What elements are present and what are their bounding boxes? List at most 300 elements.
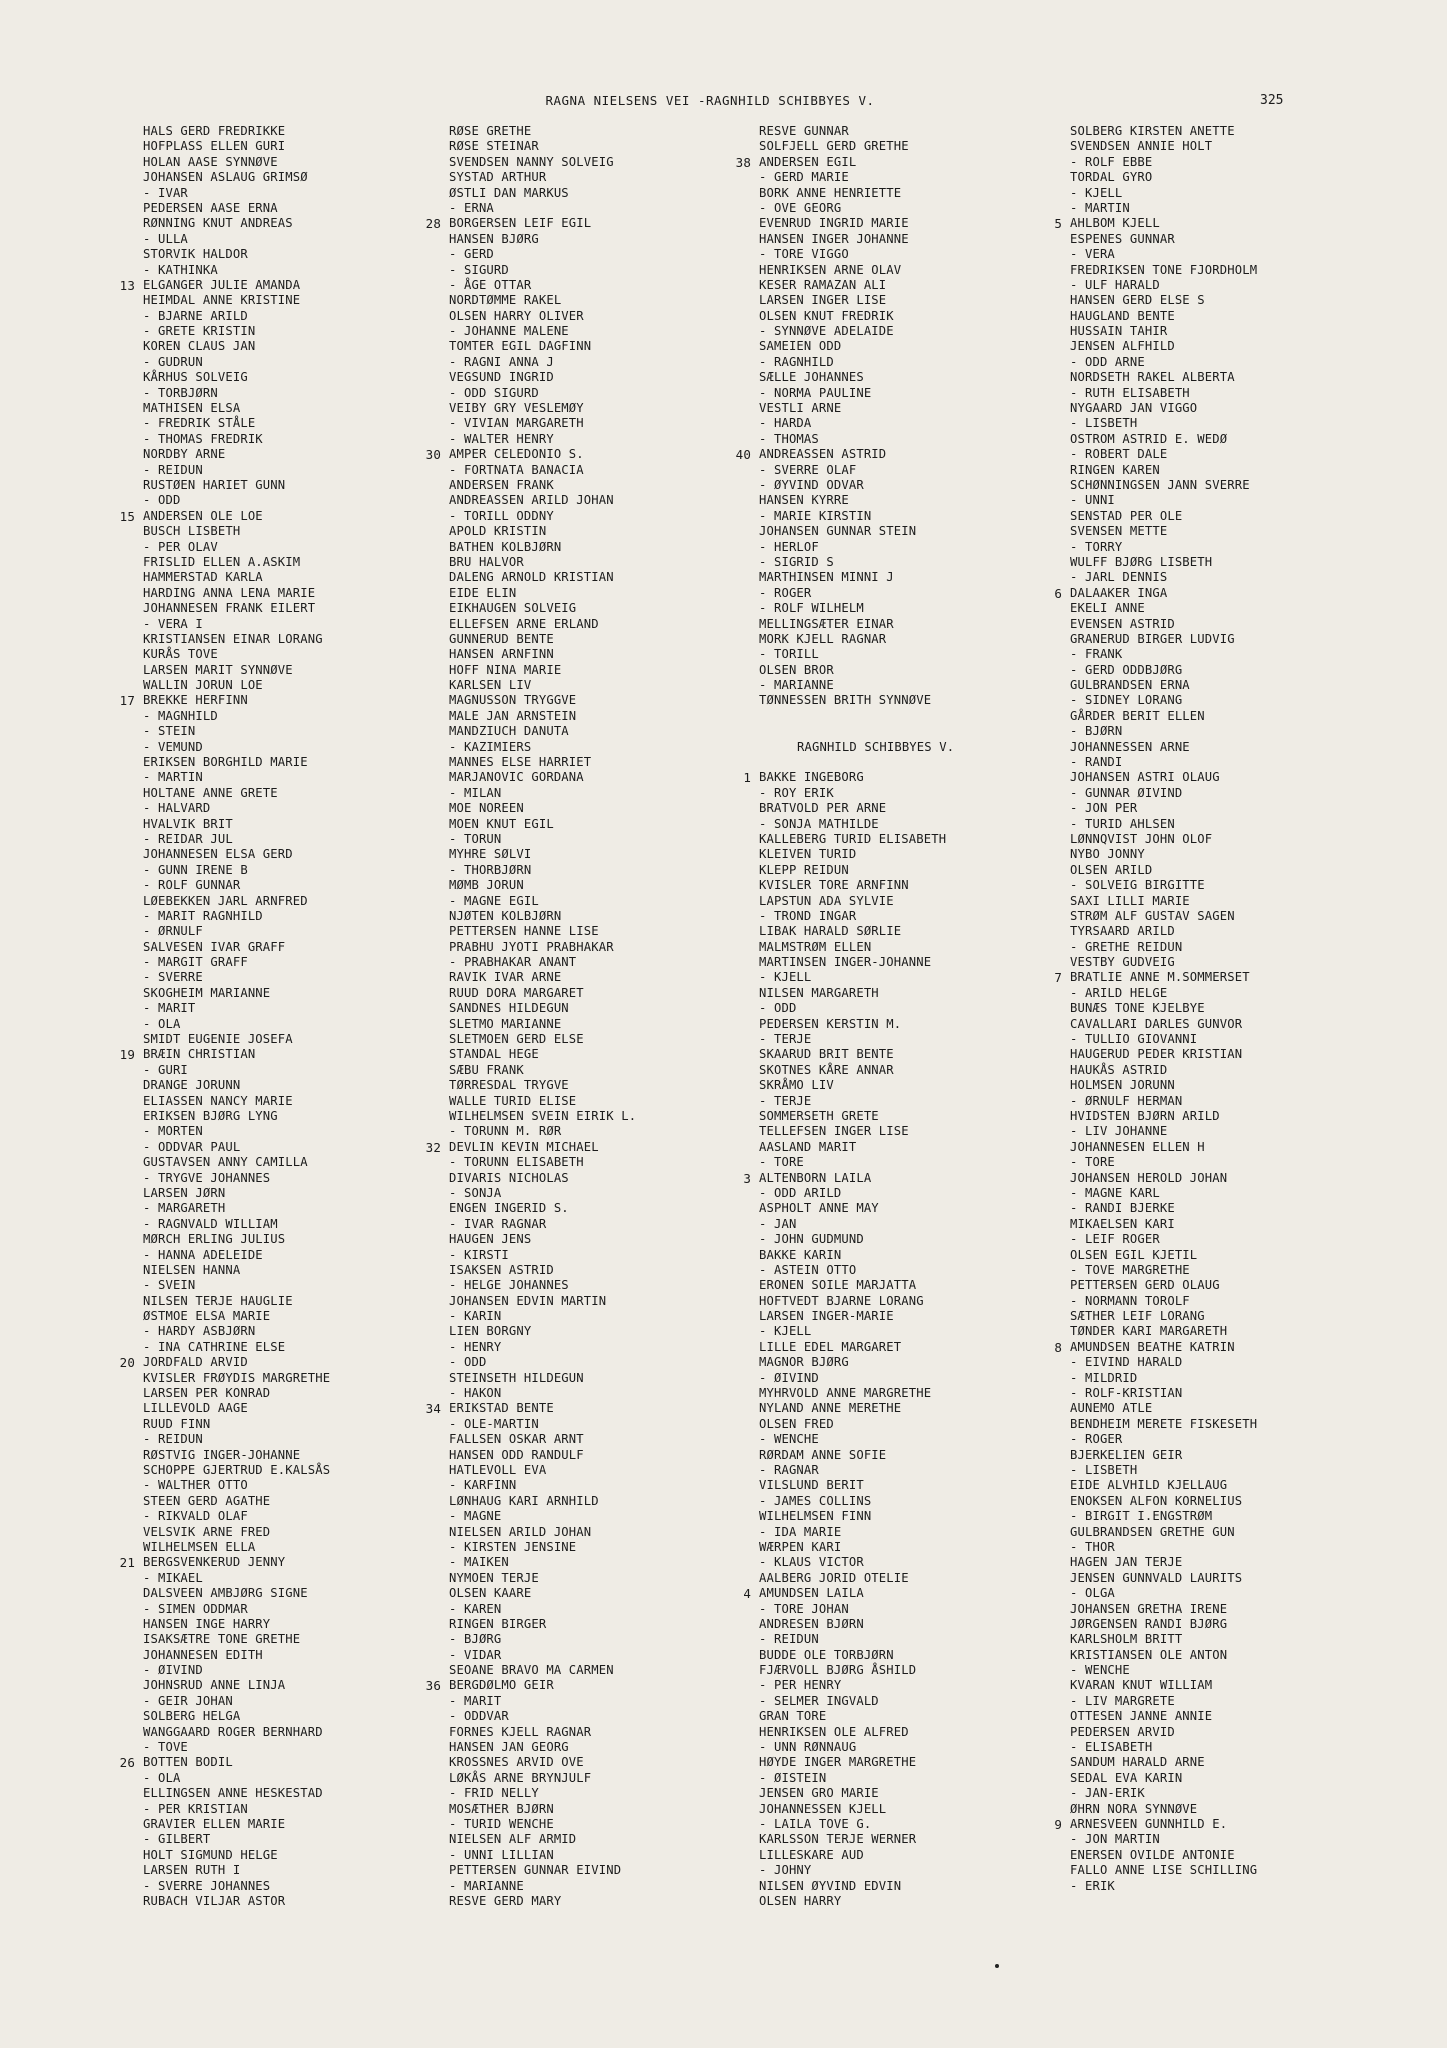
resident-name: RESVE GERD MARY [449, 1893, 562, 1908]
resident-name: JOHANNESEN ELLEN H [1070, 1139, 1205, 1154]
resident-name: HATLEVOLL EVA [449, 1462, 547, 1477]
directory-entry [759, 1879, 1079, 1894]
directory-entry [449, 1555, 769, 1570]
directory-entry [1070, 1586, 1390, 1601]
directory-entry [449, 478, 769, 493]
directory-entry [449, 370, 769, 385]
resident-name: OSTROM ASTRID E. WEDØ [1070, 431, 1228, 446]
directory-entry [759, 1294, 1079, 1309]
resident-name: LILLE EDEL MARGARET [759, 1339, 902, 1354]
house-number: 9 [1054, 1816, 1062, 1832]
directory-entry [449, 586, 769, 601]
resident-name: DIVARIS NICHOLAS [449, 1170, 569, 1185]
resident-name: - RAGNI ANNA J [449, 354, 554, 369]
resident-name: - MARTIN [1070, 200, 1130, 215]
resident-name: KARLSEN LIV [449, 678, 532, 693]
directory-entry [759, 1263, 1079, 1278]
directory-entry [449, 1478, 769, 1493]
directory-entry [449, 339, 769, 354]
resident-name: SVENSEN METTE [1070, 524, 1168, 539]
resident-name: - ODD ARNE [1070, 354, 1145, 369]
page-title: RAGNA NIELSENS VEI -RAGNHILD SCHIBBYES V. [545, 93, 875, 108]
directory-entry [1070, 1694, 1390, 1709]
resident-name: - ROLF GUNNAR [143, 878, 241, 893]
directory-entry [1070, 1294, 1390, 1309]
resident-name: ERIKSEN BORGHILD MARIE [143, 755, 308, 770]
resident-name: - KARFINN [449, 1478, 517, 1493]
resident-name: - LISBETH [1070, 1462, 1138, 1477]
directory-entry [449, 1109, 769, 1124]
directory-entry [449, 1509, 769, 1524]
resident-name: SÆTHER LEIF LORANG [1070, 1309, 1205, 1324]
resident-name: TYRSAARD ARILD [1070, 924, 1175, 939]
resident-name: - JON PER [1070, 801, 1138, 816]
directory-entry [449, 1448, 769, 1463]
resident-name: SKRÅMO LIV [759, 1078, 834, 1093]
resident-name: - LISBETH [1070, 416, 1138, 431]
directory-entry [449, 1894, 769, 1909]
directory-entry [449, 401, 769, 416]
directory-entry [1070, 740, 1390, 755]
resident-name: - SVERRE JOHANNES [143, 1878, 271, 1893]
directory-entry [449, 1340, 769, 1355]
resident-name: - JAN-ERIK [1070, 1786, 1145, 1801]
directory-entry [143, 370, 463, 385]
resident-name: FREDRIKSEN TONE FJORDHOLM [1070, 262, 1258, 277]
resident-name: - TURID WENCHE [449, 1816, 554, 1831]
resident-name: - THOMAS [759, 431, 819, 446]
resident-name: KLEIVEN TURID [759, 847, 857, 862]
house-number: 4 [743, 1586, 751, 1602]
directory-entry [449, 601, 769, 616]
resident-name: HAUGERUD PEDER KRISTIAN [1070, 1047, 1243, 1062]
directory-entry [143, 293, 463, 308]
resident-name: EVENSEN ASTRID [1070, 616, 1175, 631]
directory-entry [1070, 1648, 1390, 1663]
directory-entry [1070, 1217, 1390, 1232]
resident-name: - FORTNATA BANACIA [449, 462, 584, 477]
directory-entry [759, 1648, 1079, 1663]
directory-entry [425, 1678, 769, 1694]
resident-name: HANSEN GERD ELSE S [1070, 293, 1205, 308]
resident-name: RUSTØEN HARIET GUNN [143, 477, 286, 492]
directory-entry [449, 1463, 769, 1478]
resident-name: VESTLI ARNE [759, 401, 842, 416]
resident-name: - BJARNE ARILD [143, 308, 248, 323]
directory-entry [759, 801, 1079, 816]
resident-name: EVENRUD INGRID MARIE [759, 216, 909, 231]
resident-name: - ULF HARALD [1070, 277, 1160, 292]
directory-entry [759, 755, 1079, 770]
directory-entry [1070, 1771, 1390, 1786]
resident-name: LARSEN INGER LISE [759, 293, 887, 308]
directory-entry [449, 1094, 769, 1109]
directory-entry [1070, 386, 1390, 401]
directory-entry [143, 1863, 463, 1878]
house-number: 30 [425, 447, 441, 463]
directory-entry [449, 1848, 769, 1863]
directory-entry [1070, 124, 1390, 139]
directory-entry [1070, 1755, 1390, 1770]
directory-entry [449, 1863, 769, 1878]
resident-name: - WENCHE [1070, 1663, 1130, 1678]
resident-name: OTTESEN JANNE ANNIE [1070, 1709, 1213, 1724]
resident-name: - LIV MARGRETE [1070, 1693, 1175, 1708]
directory-entry [1070, 1063, 1390, 1078]
directory-entry [1070, 278, 1390, 293]
directory-entry [143, 1709, 463, 1724]
directory-entry [449, 278, 769, 293]
resident-name: - MARIANNE [449, 1878, 524, 1893]
directory-entry [735, 154, 1079, 170]
directory-entry [143, 1802, 463, 1817]
directory-entry [759, 1755, 1079, 1770]
resident-name: JOHANNESSEN ARNE [1070, 739, 1190, 754]
directory-entry [1070, 1725, 1390, 1740]
resident-name: HANSEN BJØRG [449, 231, 539, 246]
resident-name: - NORMA PAULINE [759, 385, 872, 400]
resident-name: MALE JAN ARNSTEIN [449, 708, 577, 723]
directory-entry [143, 955, 463, 970]
resident-name: ERONEN SOILE MARJATTA [759, 1278, 917, 1293]
resident-name: SÆBU FRANK [449, 1062, 524, 1077]
resident-name: - MARGIT GRAFF [143, 955, 248, 970]
resident-name: - ØRNULF HERMAN [1070, 1093, 1183, 1108]
resident-name: - PER OLAV [143, 539, 218, 554]
resident-name: SEOANE BRAVO MA CARMEN [449, 1663, 614, 1678]
directory-entry [759, 1894, 1079, 1909]
resident-name: KLEPP REIDUN [759, 862, 849, 877]
directory-entry [449, 755, 769, 770]
directory-entry [449, 509, 769, 524]
resident-name: - RIKVALD OLAF [143, 1509, 248, 1524]
directory-entry [1054, 585, 1390, 601]
resident-name: BAKKE INGEBORG [759, 770, 864, 785]
resident-name: - VIVIAN MARGARETH [449, 416, 584, 431]
resident-name: - TORUNN M. RØR [449, 1124, 562, 1139]
directory-entry [759, 1617, 1079, 1632]
resident-name: OLSEN EGIL KJETIL [1070, 1247, 1198, 1262]
directory-entry [143, 1232, 463, 1247]
resident-name: ANDERSEN FRANK [449, 477, 554, 492]
directory-entry [1070, 509, 1390, 524]
directory-entry [1070, 663, 1390, 678]
resident-name: LILLESKARE AUD [759, 1847, 864, 1862]
resident-name: - SYNNØVE ADELAIDE [759, 324, 894, 339]
resident-name: HOFPLASS ELLEN GURI [143, 139, 286, 154]
resident-name: - OVE GEORG [759, 200, 842, 215]
resident-name: - ARILD HELGE [1070, 985, 1168, 1000]
directory-entry [449, 1217, 769, 1232]
directory-entry [449, 1248, 769, 1263]
resident-name: - SONJA [449, 1185, 502, 1200]
resident-name: - GEIR JOHAN [143, 1693, 233, 1708]
directory-entry [449, 1355, 769, 1370]
resident-name: BRU HALVOR [449, 554, 524, 569]
directory-entry [449, 1755, 769, 1770]
resident-name: HENRIKSEN OLE ALFRED [759, 1724, 909, 1739]
resident-name: RINGEN BIRGER [449, 1616, 547, 1631]
resident-name: SOMMERSETH GRETE [759, 1109, 879, 1123]
directory-entry [759, 1001, 1079, 1016]
directory-entry [119, 1755, 463, 1771]
directory-entry [449, 1725, 769, 1740]
resident-name: - MARIANNE [759, 678, 834, 693]
resident-name: HOFF NINA MARIE [449, 662, 562, 677]
directory-entry [143, 1771, 463, 1786]
directory-entry [449, 324, 769, 339]
column-1 [119, 124, 463, 1909]
resident-name: VEIBY GRY VESLEMØY [449, 401, 584, 416]
resident-name: BRATVOLD PER ARNE [759, 801, 887, 816]
directory-entry [1070, 186, 1390, 201]
resident-name: HOLT SIGMUND HELGE [143, 1847, 278, 1862]
directory-entry [449, 786, 769, 801]
directory-entry [143, 1832, 463, 1847]
house-number: 5 [1054, 216, 1062, 232]
resident-name: - ØYVIND ODVAR [759, 477, 864, 492]
resident-name: WALLE TURID ELISE [449, 1093, 577, 1108]
house-number: 20 [119, 1355, 135, 1371]
resident-name: - TROND INGAR [759, 908, 857, 923]
resident-name: JOHANSEN EDVIN MARTIN [449, 1293, 607, 1308]
directory-entry [1070, 1571, 1390, 1586]
directory-entry [449, 1201, 769, 1216]
resident-name: - TOVE [143, 1740, 188, 1755]
directory-entry [759, 524, 1079, 539]
resident-name: - RAGNAR [759, 1462, 819, 1477]
directory-entry [143, 601, 463, 616]
directory-entry [759, 1494, 1079, 1509]
resident-name: - GUNNAR ØIVIND [1070, 785, 1183, 800]
directory-entry [449, 878, 769, 893]
directory-entry [143, 1894, 463, 1909]
resident-name: DALENG ARNOLD KRISTIAN [449, 570, 614, 585]
resident-name: - PER KRISTIAN [143, 1801, 248, 1816]
directory-entry [143, 586, 463, 601]
resident-name: - ERNA [449, 200, 494, 215]
directory-entry [143, 724, 463, 739]
resident-name: MAGNOR BJØRG [759, 1355, 849, 1370]
directory-entry [143, 632, 463, 647]
directory-entry [449, 247, 769, 262]
resident-name: LILLEVOLD AAGE [143, 1401, 248, 1416]
resident-name: NJØTEN KOLBJØRN [449, 908, 562, 923]
directory-entry [449, 1648, 769, 1663]
directory-entry [119, 1555, 463, 1571]
directory-entry [449, 1324, 769, 1339]
resident-name: ALTENBORN LAILA [759, 1170, 872, 1185]
directory-entry [143, 555, 463, 570]
directory-entry [1070, 832, 1390, 847]
resident-name: - GRETHE REIDUN [1070, 939, 1183, 954]
directory-entry [759, 416, 1079, 431]
directory-entry [1070, 478, 1390, 493]
directory-entry [759, 1525, 1079, 1540]
directory-entry [449, 1832, 769, 1847]
resident-name: BATHEN KOLBJØRN [449, 539, 562, 554]
directory-entry [143, 1201, 463, 1216]
directory-entry [1054, 216, 1390, 232]
resident-name: HANSEN ODD RANDULF [449, 1447, 584, 1462]
directory-entry [1070, 1078, 1390, 1093]
directory-entry [759, 124, 1079, 139]
resident-name: AUNEMO ATLE [1070, 1401, 1153, 1416]
directory-entry [1070, 1171, 1390, 1186]
directory-entry [759, 1678, 1079, 1693]
resident-name: SKOTNES KÅRE ANNAR [759, 1062, 894, 1077]
resident-name: - NORMANN TOROLF [1070, 1293, 1190, 1308]
directory-entry [143, 1124, 463, 1139]
resident-name: GRAN TORE [759, 1709, 827, 1724]
directory-entry [143, 1725, 463, 1740]
resident-name: - STEIN [143, 724, 196, 739]
directory-entry [759, 909, 1079, 924]
resident-name: ELGANGER JULIE AMANDA [143, 277, 301, 292]
directory-entry [1070, 1555, 1390, 1570]
resident-name: SAMEIEN ODD [759, 339, 842, 354]
resident-name: NYLAND ANNE MERETHE [759, 1401, 902, 1416]
resident-name: ENGEN INGERID S. [449, 1201, 569, 1216]
resident-name: - THOMAS FREDRIK [143, 431, 263, 446]
directory-entry [1070, 1355, 1390, 1370]
resident-name: - OLA [143, 1016, 181, 1031]
resident-name: - RUTH ELISABETH [1070, 385, 1190, 400]
resident-name: - TRYGVE JOHANNES [143, 1170, 271, 1185]
resident-name: ASPHOLT ANNE MAY [759, 1201, 879, 1216]
directory-entry [1070, 1832, 1390, 1847]
resident-name: FJÆRVOLL BJØRG ÅSHILD [759, 1663, 917, 1678]
directory-entry [759, 1848, 1079, 1863]
directory-entry [143, 970, 463, 985]
directory-entry [1070, 1740, 1390, 1755]
directory-entry [1070, 1494, 1390, 1509]
directory-entry [449, 1371, 769, 1386]
resident-name: SVENDSEN ANNIE HOLT [1070, 139, 1213, 154]
directory-entry [1054, 1816, 1390, 1832]
directory-entry [143, 1324, 463, 1339]
resident-name: - ODD SIGURD [449, 385, 539, 400]
resident-name: KÅRHUS SOLVEIG [143, 370, 248, 385]
resident-name: ELLEFSEN ARNE ERLAND [449, 616, 599, 631]
directory-entry [449, 570, 769, 585]
resident-name: GRAVIER ELLEN MARIE [143, 1816, 286, 1831]
directory-entry [759, 863, 1079, 878]
directory-entry [759, 924, 1079, 939]
resident-name: - BJØRN [1070, 724, 1123, 739]
directory-entry [449, 1017, 769, 1032]
directory-entry [1070, 632, 1390, 647]
directory-entry [143, 432, 463, 447]
directory-entry [449, 1663, 769, 1678]
resident-name: JOHANNESEN EDITH [143, 1647, 263, 1662]
resident-name: LØKÅS ARNE BRYNJULF [449, 1770, 592, 1785]
resident-name: FALLSEN OSKAR ARNT [449, 1432, 584, 1447]
directory-entry [759, 1632, 1079, 1647]
resident-name: JOHANNESEN FRANK EILERT [143, 601, 316, 616]
resident-name: OLSEN BROR [759, 662, 834, 677]
resident-name: JENSEN GRO MARIE [759, 1786, 879, 1801]
column-2 [425, 124, 769, 1909]
directory-entry [143, 1309, 463, 1324]
resident-name: HOLAN AASE SYNNØVE [143, 154, 278, 169]
directory-entry [143, 1094, 463, 1109]
directory-entry [1070, 1324, 1390, 1339]
directory-entry [1070, 1124, 1390, 1139]
resident-name: HAGEN JAN TERJE [1070, 1555, 1183, 1570]
page-number: 325 [1260, 93, 1284, 108]
directory-entry [759, 509, 1079, 524]
house-number: 8 [1054, 1339, 1062, 1355]
directory-entry [1070, 1509, 1390, 1524]
directory-entry [143, 186, 463, 201]
resident-name: MARTHINSEN MINNI J [759, 570, 894, 585]
directory-entry [759, 1371, 1079, 1386]
resident-name: - PRABHAKAR ANANT [449, 955, 577, 970]
resident-name: EKELI ANNE [1070, 601, 1145, 616]
resident-name: GULBRANDSEN ERNA [1070, 678, 1190, 693]
directory-entry [143, 570, 463, 585]
resident-name: - TORBJØRN [143, 385, 218, 400]
resident-name: MARJANOVIC GORDANA [449, 770, 584, 785]
directory-entry [449, 355, 769, 370]
directory-entry [1070, 755, 1390, 770]
resident-name: - SVEIN [143, 1278, 196, 1293]
directory-entry [759, 1217, 1079, 1232]
resident-name: - HANNA ADELEIDE [143, 1247, 263, 1262]
directory-entry [449, 863, 769, 878]
resident-name: NIELSEN ALF ARMID [449, 1832, 577, 1847]
resident-name: GRANERUD BIRGER LUDVIG [1070, 631, 1235, 646]
directory-entry [449, 293, 769, 308]
resident-name: - ØIVIND [143, 1663, 203, 1678]
resident-name: RØSTVIG INGER-JOHANNE [143, 1447, 301, 1462]
directory-entry [1070, 940, 1390, 955]
house-number: 17 [119, 693, 135, 709]
directory-entry [143, 1248, 463, 1263]
resident-name: - JOHANNE MALENE [449, 324, 569, 339]
resident-name: - ODDVAR [449, 1709, 509, 1724]
directory-entry [1070, 263, 1390, 278]
resident-name: - TORUN [449, 831, 502, 846]
directory-entry [143, 878, 463, 893]
resident-name: - IVAR RAGNAR [449, 1216, 547, 1231]
directory-entry [143, 770, 463, 785]
column-4 [1054, 124, 1390, 1894]
directory-entry [759, 894, 1079, 909]
resident-name: - MIKAEL [143, 1570, 203, 1585]
directory-entry [1070, 1001, 1390, 1016]
directory-entry [759, 1863, 1079, 1878]
directory-entry [143, 1617, 463, 1632]
resident-name: - ØISTEIN [759, 1770, 827, 1785]
resident-name: - MARIT RAGNHILD [143, 908, 263, 923]
directory-entry [143, 617, 463, 632]
directory-entry [143, 247, 463, 262]
resident-name: - ROLF EBBE [1070, 154, 1153, 169]
directory-entry [143, 1571, 463, 1586]
directory-entry [759, 1186, 1079, 1201]
resident-name: - KJELL [1070, 185, 1123, 200]
resident-name: - ROGER [759, 585, 812, 600]
resident-name: - LAILA TOVE G. [759, 1816, 872, 1831]
directory-entry [759, 1463, 1079, 1478]
resident-name: - ODDVAR PAUL [143, 1139, 241, 1154]
resident-name: VILSLUND BERIT [759, 1478, 864, 1493]
directory-entry [143, 1078, 463, 1093]
directory-entry [449, 740, 769, 755]
resident-name: - ELISABETH [1070, 1740, 1153, 1755]
